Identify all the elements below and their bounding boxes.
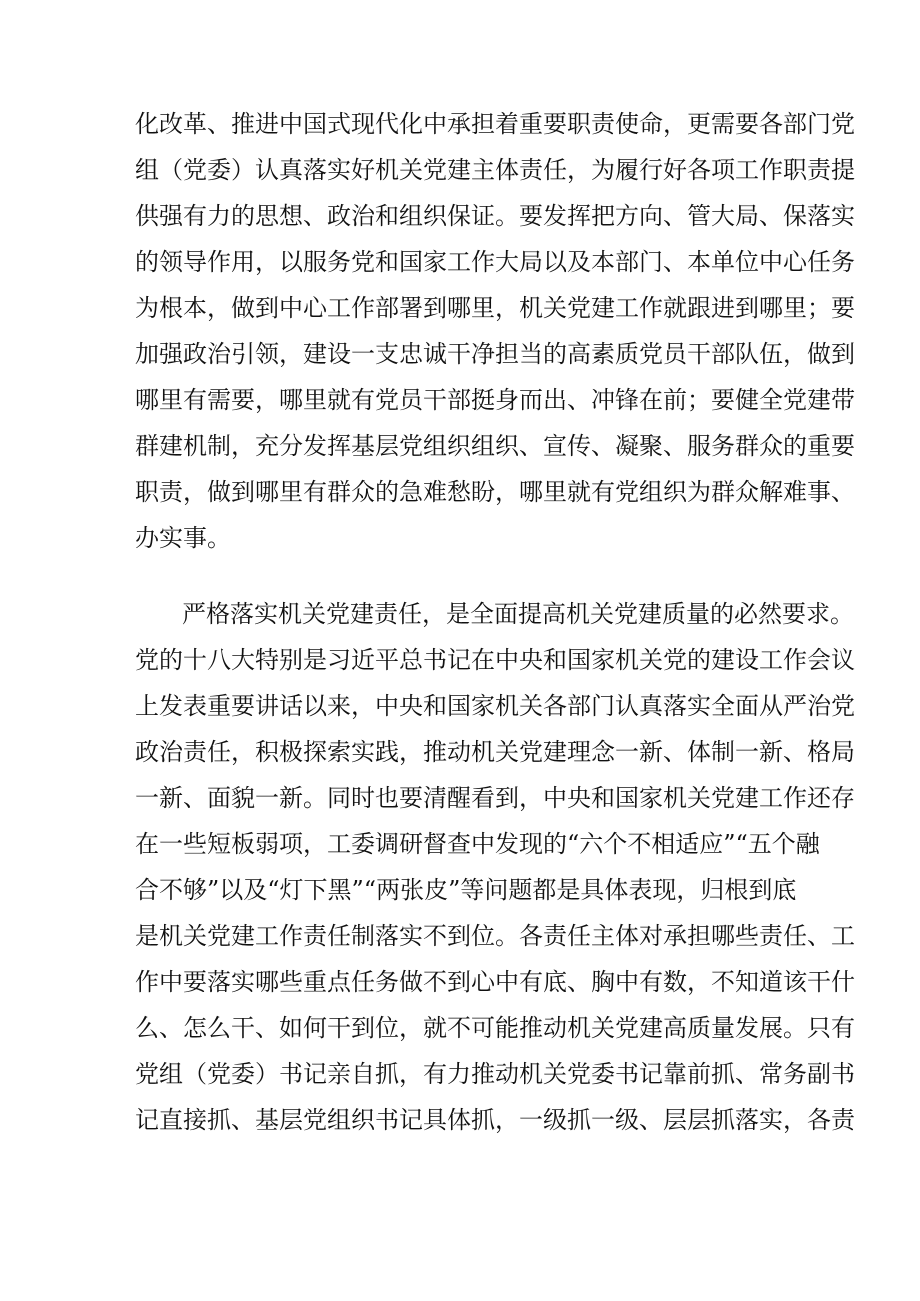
paragraph-line: 么、怎么干、如何干到位，就不可能推动机关党建高质量发展。只有 xyxy=(135,1014,855,1042)
paragraph-line: 加强政治引领，建设一支忠诚干净担当的高素质党员干部队伍，做到 xyxy=(135,340,855,368)
paragraph-line: 上发表重要讲话以来，中央和国家机关各部门认真落实全面从严治党 xyxy=(135,692,855,720)
paragraph-line: 是机关党建工作责任制落实不到位。各责任主体对承担哪些责任、工 xyxy=(135,922,855,950)
paragraph-line: 党组（党委）书记亲自抓，有力推动机关党委书记靠前抓、常务副书 xyxy=(135,1060,855,1088)
paragraph-line: 办实事。 xyxy=(135,524,231,552)
paragraph-line: 作中要落实哪些重点任务做不到心中有底、胸中有数，不知道该干什 xyxy=(135,968,855,996)
paragraph-line: 合不够”以及“灯下黑”“两张皮”等问题都是具体表现，归根到底 xyxy=(135,876,797,904)
paragraph-line: 群建机制，充分发挥基层党组织组织、宣传、凝聚、服务群众的重要 xyxy=(135,432,855,460)
paragraph-line: 职责，做到哪里有群众的急难愁盼，哪里就有党组织为群众解难事、 xyxy=(135,478,855,506)
paragraph-line: 为根本，做到中心工作部署到哪里，机关党建工作就跟进到哪里；要 xyxy=(135,294,855,322)
paragraph-line: 党的十八大特别是习近平总书记在中央和国家机关党的建设工作会议 xyxy=(135,646,855,674)
paragraph-line: 组（党委）认真落实好机关党建主体责任，为履行好各项工作职责提 xyxy=(135,156,855,184)
paragraph-line: 哪里有需要，哪里就有党员干部挺身而出、冲锋在前；要健全党建带 xyxy=(135,386,855,414)
paragraph-line: 在一些短板弱项，工委调研督查中发现的“六个不相适应”“五个融 xyxy=(135,830,820,858)
paragraph-line: 记直接抓、基层党组织书记具体抓，一级抓一级、层层抓落实，各责 xyxy=(135,1106,855,1134)
paragraph-line: 政治责任，积极探索实践，推动机关党建理念一新、体制一新、格局 xyxy=(135,738,855,766)
paragraph-line: 的领导作用，以服务党和国家工作大局以及本部门、本单位中心任务 xyxy=(135,248,855,276)
paragraph-line: 供强有力的思想、政治和组织保证。要发挥把方向、管大局、保落实 xyxy=(135,202,855,230)
paragraph-line: 化改革、推进中国式现代化中承担着重要职责使命，更需要各部门党 xyxy=(135,110,855,138)
paragraph-line: 一新、面貌一新。同时也要清醒看到，中央和国家机关党建工作还存 xyxy=(135,784,855,812)
paragraph-line: 严格落实机关党建责任，是全面提高机关党建质量的必然要求。 xyxy=(182,600,854,628)
